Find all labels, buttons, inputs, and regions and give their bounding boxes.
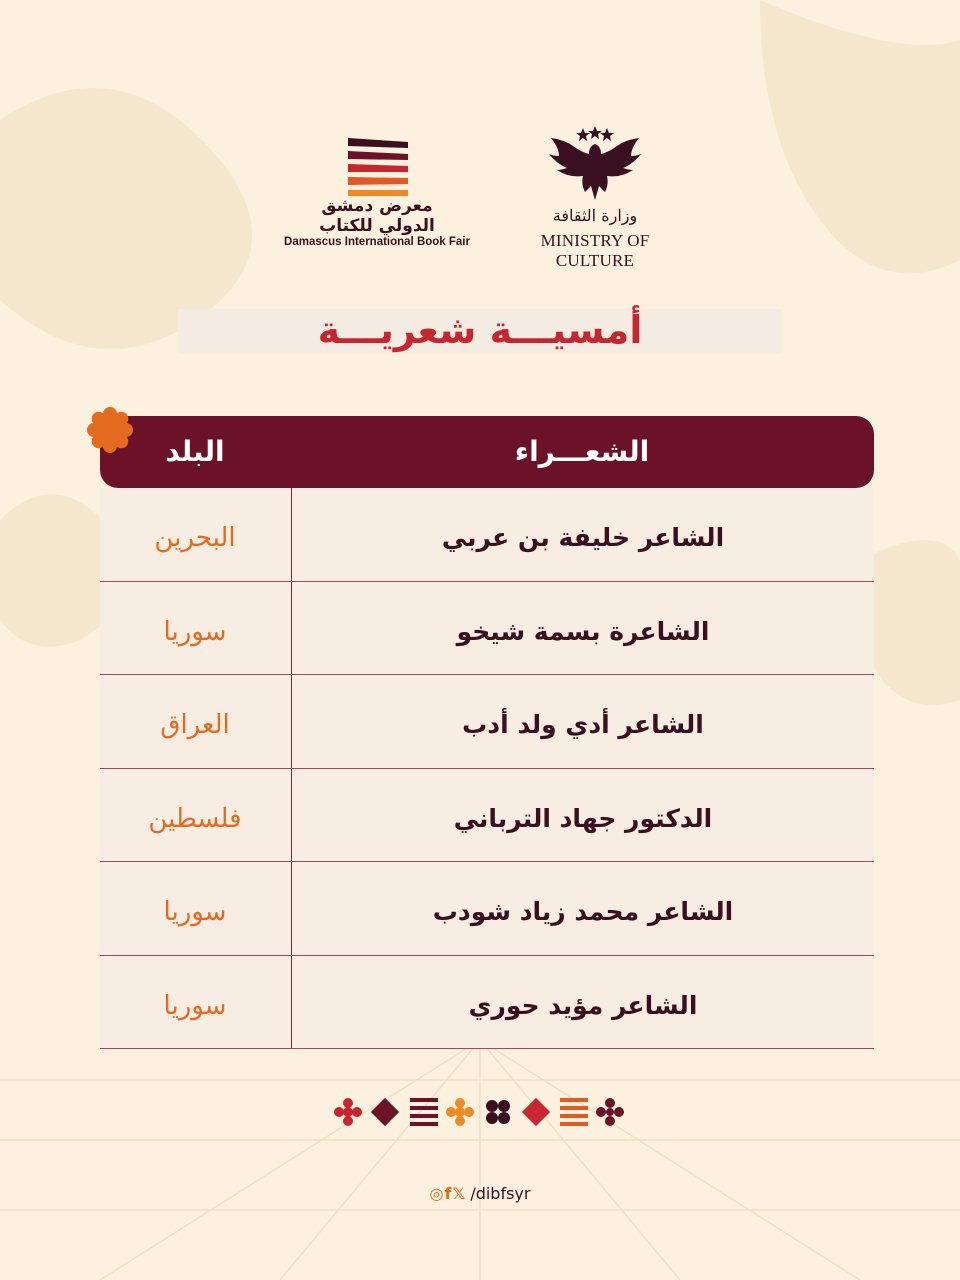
table-body xyxy=(100,488,874,1049)
table-row xyxy=(100,582,874,676)
table-row xyxy=(100,675,874,769)
table-row xyxy=(100,862,874,956)
poet-cell: الشاعر محمد زياد شودب xyxy=(432,897,734,926)
book-fair-mark-icon xyxy=(348,138,408,196)
header xyxy=(0,120,960,270)
table-row xyxy=(100,488,874,582)
country-cell: سوريا xyxy=(163,990,227,1021)
ornament-stripes-icon xyxy=(560,1098,588,1126)
ornament-cross-icon xyxy=(486,1100,510,1124)
book-fair-name-arabic-line2: الدولي للكتاب xyxy=(319,216,435,236)
poet-cell: الشاعرة بسمة شيخو xyxy=(456,616,710,646)
table-row xyxy=(100,769,874,863)
book-fair-name-arabic xyxy=(272,196,482,236)
ornament-diamond-icon xyxy=(371,1098,399,1126)
poet-cell: الشاعر أدي ولد أدب xyxy=(462,710,704,739)
ministry-name-arabic: وزارة الثقافة xyxy=(552,206,638,225)
eagle-emblem-icon xyxy=(545,124,645,204)
poet-cell: الشاعر خليفة بن عربي xyxy=(441,523,725,552)
ornament-stripes-icon xyxy=(410,1098,438,1126)
poets-table xyxy=(100,416,874,1049)
ministry-name-english: MINISTRY OF CULTURE xyxy=(540,231,650,270)
social-handle[interactable]: /dibfsyr xyxy=(470,1184,531,1203)
social-icons[interactable]: ◎f𝕏 xyxy=(429,1184,467,1203)
country-cell: البحرين xyxy=(154,523,236,553)
country-cell: العراق xyxy=(160,710,230,740)
table-row xyxy=(100,956,874,1050)
ornament-strip xyxy=(330,1094,630,1130)
poet-cell: الشاعر مؤيد حوري xyxy=(468,990,698,1020)
ornament-star-icon xyxy=(334,1098,362,1126)
ornament-star-icon xyxy=(446,1098,474,1126)
ministry-logo xyxy=(500,124,690,270)
poet-cell: الدكتور جهاد الترباني xyxy=(453,803,713,833)
book-fair-name-arabic-line1: معرض دمشق xyxy=(321,196,433,216)
country-cell: سوريا xyxy=(163,616,227,647)
header-country: البلد xyxy=(165,435,225,468)
social-footer xyxy=(0,1184,960,1203)
book-fair-logo xyxy=(272,138,482,258)
country-cell: فلسطين xyxy=(148,803,242,834)
table-header-row xyxy=(100,416,874,488)
country-cell: سوريا xyxy=(163,897,227,927)
header-poets: الشعـــراء xyxy=(514,435,650,468)
ornament-star-icon xyxy=(596,1098,624,1126)
flower-ornament-icon xyxy=(86,406,134,454)
page-title: أمسيـــة شعريـــة xyxy=(317,308,643,352)
ornament-diamond-icon xyxy=(522,1098,550,1126)
book-fair-name-english: Damascus International Book Fair xyxy=(284,236,470,248)
